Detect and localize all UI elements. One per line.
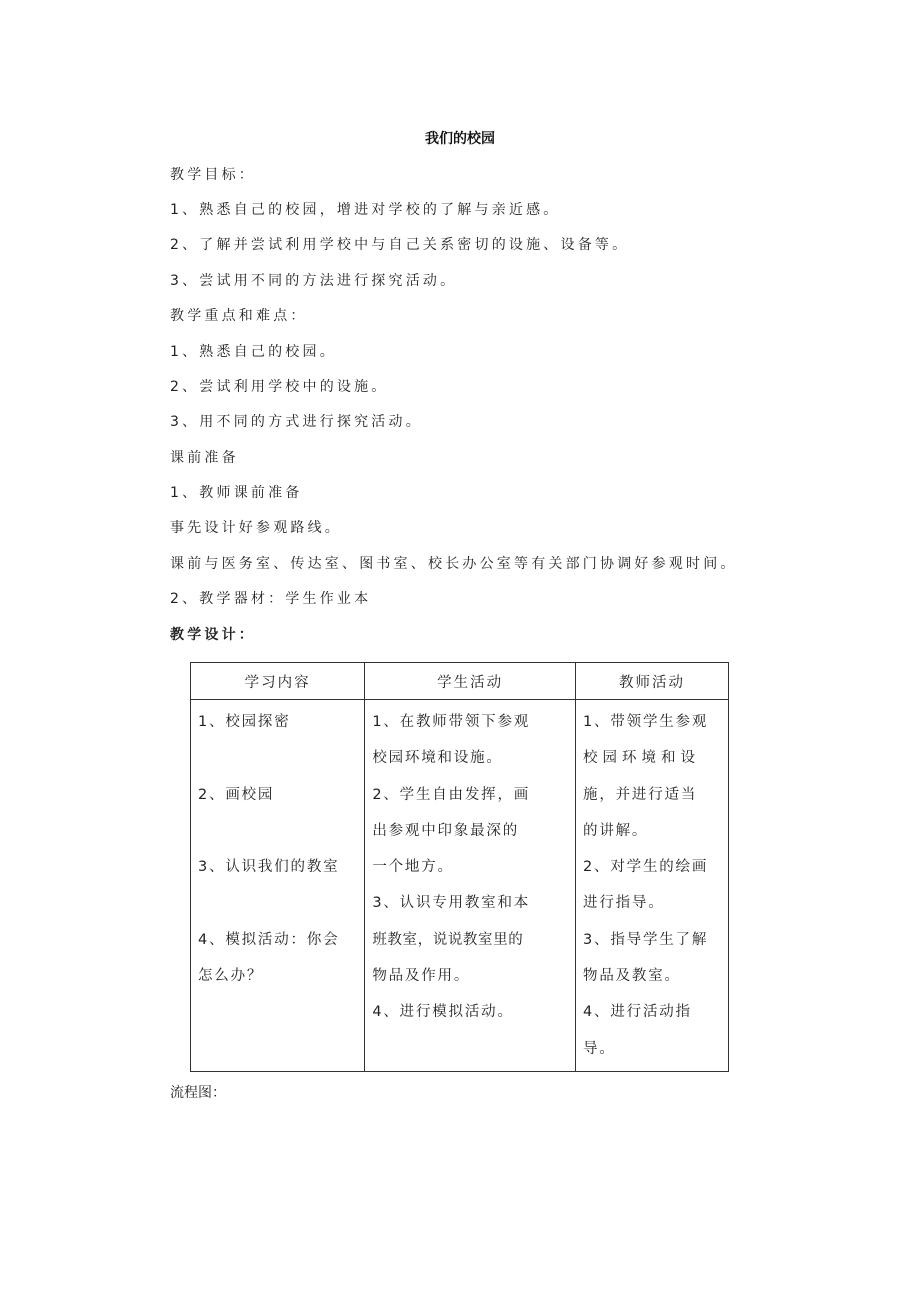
table-header-cell: 学生活动 <box>365 663 576 700</box>
cell-line: 2、对学生的绘画 <box>583 859 709 876</box>
cell-line: 施，并进行适当 <box>583 786 698 803</box>
cell-line: 出参观中印象最深的 <box>372 822 520 839</box>
objective-item: 3、尝试用不同的方法进行探究活动。 <box>170 273 458 289</box>
cell-line: 进行指导。 <box>583 895 665 912</box>
key-point-item: 3、用不同的方式进行探究活动。 <box>170 414 423 430</box>
cell-line <box>198 740 357 776</box>
cell-line: 3、认识我们的教室 <box>198 859 340 876</box>
cell-line: 3、指导学生了解 <box>583 931 709 948</box>
preparation-item: 课前与医务室、传达室、图书室、校长办公室等有关部门协调好参观时间。 <box>170 556 738 572</box>
cell-line: 1、带领学生参观 <box>583 714 709 730</box>
design-heading: 教学设计： <box>170 627 256 643</box>
preparation-item: 1、教师课前准备 <box>170 485 303 501</box>
cell-line: 4、进行模拟活动。 <box>372 1004 514 1021</box>
cell-line: 校园环境和设施。 <box>372 750 503 767</box>
teacher-activity-cell <box>576 700 729 1072</box>
cell-line: 3、认识专用教室和本 <box>372 895 531 912</box>
cell-line: 物品及教室。 <box>583 968 681 985</box>
preparation-item: 2、教学器材：学生作业本 <box>170 591 372 607</box>
cell-line: 校园环境和设 <box>583 750 701 767</box>
cell-line: 的讲解。 <box>583 822 649 839</box>
cell-line: 导。 <box>583 1040 616 1057</box>
cell-line: 一个地方。 <box>372 859 454 876</box>
cell-line <box>198 813 357 849</box>
preparation-item: 事先设计好参观路线。 <box>170 520 342 536</box>
cell-line: 2、学生自由发挥，画 <box>372 786 531 803</box>
table-header-cell: 教师活动 <box>576 663 729 700</box>
cell-line: 4、模拟活动：你会 <box>198 931 340 948</box>
student-activity-cell <box>365 700 576 1072</box>
cell-line: 2、画校园 <box>198 786 275 803</box>
teaching-design-table <box>190 662 729 1072</box>
document-title: 我们的校园 <box>425 131 495 147</box>
table-header-cell: 学习内容 <box>191 663 365 700</box>
cell-line: 物品及作用。 <box>372 968 471 985</box>
objective-item: 2、了解并尝试利用学校中与自己关系密切的设施、设备等。 <box>170 237 630 253</box>
key-points-heading: 教学重点和难点： <box>170 308 308 324</box>
cell-line <box>198 885 357 921</box>
table-header-row <box>191 663 729 700</box>
table-row <box>191 700 729 1072</box>
learning-content-cell <box>191 700 365 1072</box>
cell-line: 1、校园探密 <box>198 714 291 730</box>
objectives-heading: 教学目标： <box>170 167 256 183</box>
preparation-heading: 课前准备 <box>170 450 239 466</box>
objective-item: 1、熟悉自己的校园，增进对学校的了解与亲近感。 <box>170 202 561 218</box>
key-point-item: 2、尝试利用学校中的设施。 <box>170 379 389 395</box>
key-point-item: 1、熟悉自己的校园。 <box>170 344 337 360</box>
cell-line: 4、进行活动指 <box>583 1004 692 1021</box>
flowchart-label: 流程图： <box>170 1085 226 1101</box>
cell-line: 怎么办？ <box>198 968 264 985</box>
cell-line: 1、在教师带领下参观 <box>372 714 531 730</box>
cell-line: 班教室，说说教室里的 <box>372 931 524 948</box>
